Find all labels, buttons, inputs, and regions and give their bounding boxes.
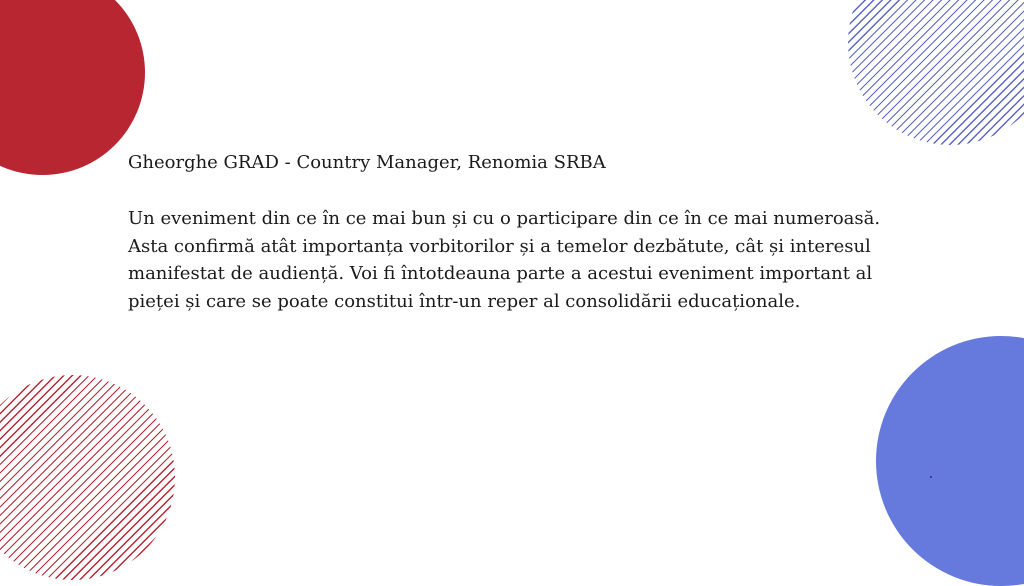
red-hatched-circle	[0, 375, 175, 580]
red-solid-circle	[0, 0, 145, 175]
author-attribution: Gheorghe GRAD - Country Manager, Renomia SRBA	[128, 152, 606, 173]
testimonial-quote: Un eveniment din ce în ce mai bun și cu o participare din ce în ce mai numeroasă. Asta confirmă atât importanța vorbitorilor și a temelor dezbătute, cât și interesul manifestat de audiență. Voi fi întotdeauna parte a acestui eveniment important al pieței și care se poate constitui într-un reper al consolidării educaționale.	[128, 208, 881, 312]
blue-hatched-circle	[848, 0, 1024, 145]
small-dot	[930, 476, 932, 478]
blue-solid-circle	[876, 336, 1024, 586]
